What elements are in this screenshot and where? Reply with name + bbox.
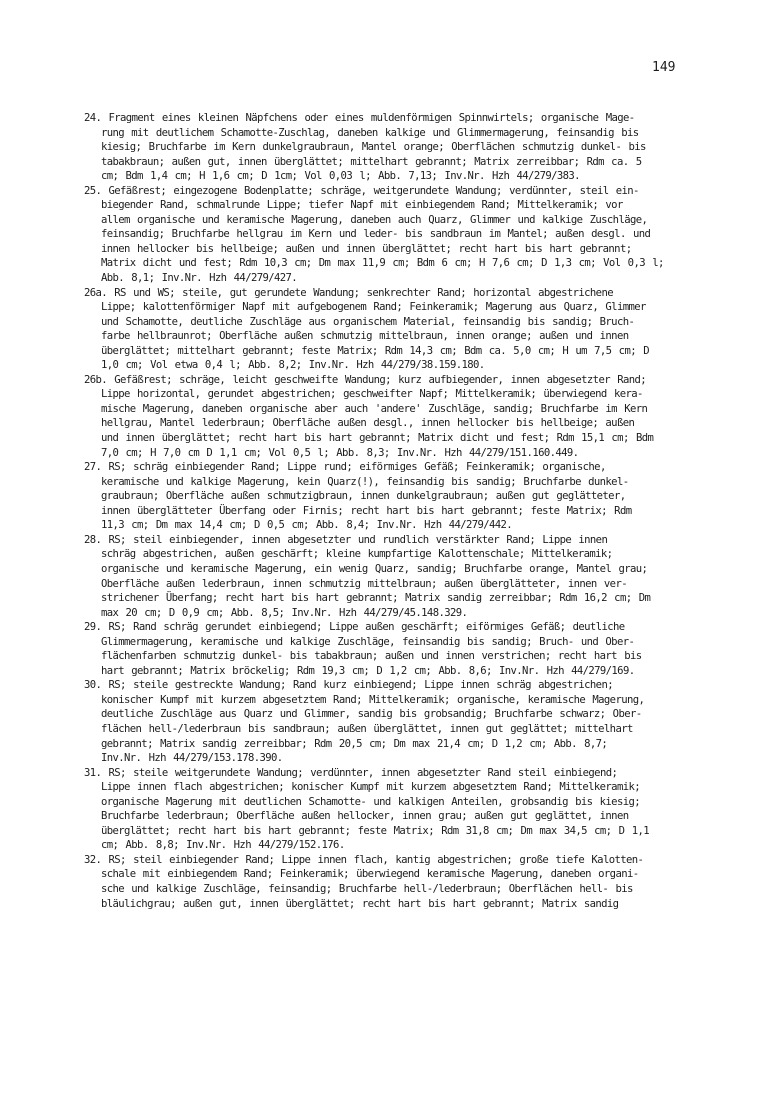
entry-text-line: Lippe horizontal, gerundet abgestrichen; geschweifter Napf; Mittelkeramik; überwiegend kera- xyxy=(101,388,643,401)
entry-first-line: 31. RS; steile weitgerundete Wandung; verdünnter, innen abgesetzter Rand steil einbiegend; xyxy=(84,766,618,779)
catalog-entry-26b xyxy=(84,373,686,460)
entry-text-line: organische Magerung mit deutlichen Schamotte- und kalkigen Anteilen, grobsandig bis kiesig; xyxy=(101,795,640,808)
entry-text-line: deutliche Zuschläge aus Quarz und Glimmer, sandig bis grobsandig; Bruchfarbe schwarz; Ober- xyxy=(101,708,642,721)
page-number: 149 xyxy=(652,60,676,75)
entry-text-line: konischer Kumpf mit kurzem abgesetztem Rand; Mittelkeramik; organische, keramische Magerung, xyxy=(101,693,645,706)
entry-text-line: tabakbraun; außen gut, innen überglättet; mittelhart gebrannt; Matrix zerreibbar; Rdm ca. 5 xyxy=(101,155,642,168)
entry-first-line: 26b. Gefäßrest; schräge, leicht geschweifte Wandung; kurz aufbiegender, innen abgesetzter Rand; xyxy=(84,373,647,386)
entry-text-line: mische Magerung, daneben organische aber auch 'andere' Zuschläge, sandig; Bruchfarbe im Kern xyxy=(101,402,648,415)
entry-first-line: 30. RS; steile gestreckte Wandung; Rand kurz einbiegend; Lippe innen schräg abgestrichen; xyxy=(84,679,613,692)
entry-text-line: kiesig; Bruchfarbe im Kern dunkelgraubraun, Mantel orange; Oberflächen schmutzig dunkel- bis xyxy=(101,141,646,154)
entry-text-line: und Schamotte, deutliche Zuschläge aus organischem Material, feinsandig bis sandig; Bruch- xyxy=(101,315,635,328)
entry-text-line: flächenfarben schmutzig dunkel- bis tabakbraun; außen und innen verstrichen; recht hart bis xyxy=(101,650,642,663)
catalog-entry-30 xyxy=(84,678,686,765)
entry-text-line: Abb. 8,1; Inv.Nr. Hzh 44/279/427. xyxy=(101,272,298,285)
entry-text-line: überglättet; recht hart bis hart gebrannt; feste Matrix; Rdm 31,8 cm; Dm max 34,5 cm; D 1,1 xyxy=(101,824,649,837)
entry-text-line: hart gebrannt; Matrix bröckelig; Rdm 19,3 cm; D 1,2 cm; Abb. 8,6; Inv.Nr. Hzh 44/279/169. xyxy=(101,664,635,677)
entry-text-line: allem organische und keramische Magerung, daneben auch Quarz, Glimmer und kalkige Zuschläge, xyxy=(101,213,648,226)
entry-text-line: biegender Rand, schmalrunde Lippe; tiefer Napf mit einbiegendem Rand; Mittelkeramik; vor xyxy=(101,199,623,212)
catalog-entry-28 xyxy=(84,533,686,620)
entry-text-line: 1,0 cm; Vol etwa 0,4 l; Abb. 8,2; Inv.Nr. Hzh 44/279/38.159.180. xyxy=(101,359,485,372)
entry-text-line: Lippe innen flach abgestrichen; konischer Kumpf mit kurzem abgesetztem Rand; Mittelkeramik; xyxy=(101,781,640,794)
entry-text-line: innen überglätteter Überfang oder Firnis; recht hart bis hart gebrannt; feste Matrix; Rdm xyxy=(101,504,632,517)
entry-text-line: Inv.Nr. Hzh 44/279/153.178.390. xyxy=(101,752,283,765)
entry-text-line: flächen hell-/lederbraun bis sandbraun; außen überglättet, innen gut geglättet; mittelhart xyxy=(101,722,633,735)
catalog-entry-31 xyxy=(84,766,686,853)
entry-text-line: graubraun; Oberfläche außen schmutzigbraun, innen dunkelgraubraun; außen gut geglätteter, xyxy=(101,490,626,503)
entry-text-line: gebrannt; Matrix sandig zerreibbar; Rdm 20,5 cm; Dm max 21,4 cm; D 1,2 cm; Abb. 8,7; xyxy=(101,737,608,750)
entry-first-line: 25. Gefäßrest; eingezogene Bodenplatte; schräge, weitgerundete Wandung; verdünnter, steil ein- xyxy=(84,184,639,197)
catalog-entry-29 xyxy=(84,620,686,678)
entry-text-line: schräg abgestrichen, außen geschärft; kleine kumpfartige Kalottenschale; Mittelkeramik; xyxy=(101,548,613,561)
entry-text-line: Lippe; kalottenförmiger Napf mit aufgebogenem Rand; Feinkeramik; Magerung aus Quarz, Glimmer xyxy=(101,301,646,314)
entry-text-line: überglättet; mittelhart gebrannt; feste Matrix; Rdm 14,3 cm; Bdm ca. 5,0 cm; H um 7,5 cm; D xyxy=(101,344,649,357)
catalog-entry-32 xyxy=(84,853,686,911)
entry-first-line: 26a. RS und WS; steile, gut gerundete Wandung; senkrechter Rand; horizontal abgestrichene xyxy=(84,286,613,299)
entry-text-line: 7,0 cm; H 7,0 cm D 1,1 cm; Vol 0,5 l; Abb. 8,3; Inv.Nr. Hzh 44/279/151.160.449. xyxy=(101,446,579,459)
entry-text-line: schale mit einbiegendem Rand; Feinkeramik; überwiegend keramische Magerung, daneben organi- xyxy=(101,868,639,881)
entry-text-line: cm; Bdm 1,4 cm; H 1,6 cm; D 1cm; Vol 0,03 l; Abb. 7,13; Inv.Nr. Hzh 44/279/383. xyxy=(101,170,580,183)
entry-text-line: bläulichgrau; außen gut, innen überglättet; recht hart bis hart gebrannt; Matrix sandig xyxy=(101,897,619,910)
entry-first-line: 24. Fragment eines kleinen Näpfchens oder eines muldenförmigen Spinnwirtels; organische Mage- xyxy=(84,112,635,124)
entry-text-line: cm; Abb. 8,8; Inv.Nr. Hzh 44/279/152.176. xyxy=(101,839,345,852)
catalog-entry-24 xyxy=(84,111,686,184)
entry-text-line: Oberfläche außen lederbraun, innen schmutzig mittelbraun; außen überglätteter, innen ver- xyxy=(101,577,627,590)
entry-text-line: max 20 cm; D 0,9 cm; Abb. 8,5; Inv.Nr. Hzh 44/279/45.148.329. xyxy=(101,606,468,619)
catalog-entry-26a xyxy=(84,286,686,373)
entry-text-line: Bruchfarbe lederbraun; Oberfläche außen hellocker, innen grau; außen gut geglättet, innen xyxy=(101,810,629,823)
entry-text-line: Matrix dicht und fest; Rdm 10,3 cm; Dm max 11,9 cm; Bdm 6 cm; H 7,6 cm; D 1,3 cm; Vol 0,3 l; xyxy=(101,257,664,270)
entry-first-line: 28. RS; steil einbiegender, innen abgesetzter und rundlich verstärkter Rand; Lippe innen xyxy=(84,533,608,546)
catalog-entry-27 xyxy=(84,460,686,533)
entry-text-line: keramische und kalkige Magerung, kein Quarz(!), feinsandig bis sandig; Bruchfarbe dunkel- xyxy=(101,475,629,488)
entry-text-line: und innen überglättet; recht hart bis hart gebrannt; Matrix dicht und fest; Rdm 15,1 cm; Bdm xyxy=(101,432,654,445)
entry-text-line: Glimmermagerung, keramische und kalkige Zuschläge, feinsandig bis sandig; Bruch- und Ober- xyxy=(101,635,635,648)
entry-first-line: 32. RS; steil einbiegender Rand; Lippe innen flach, kantig abgestrichen; große tiefe Kalotten- xyxy=(84,853,644,866)
entry-text-line: innen hellocker bis hellbeige; außen und innen überglättet; recht hart bis hart gebrannt; xyxy=(101,242,632,255)
entry-text-line: hellgrau, Mantel lederbraun; Oberfläche außen desgl., innen hellocker bis hellbeige; außen xyxy=(101,417,635,430)
entry-first-line: 27. RS; schräg einbiegender Rand; Lippe rund; eiförmiges Gefäß; Feinkeramik; organische, xyxy=(84,461,606,474)
entry-text-line: rung mit deutlichem Schamotte-Zuschlag, daneben kalkige und Glimmermagerung, feinsandig bis xyxy=(101,126,639,139)
catalog-entries xyxy=(84,111,686,911)
entry-text-line: sche und kalkige Zuschläge, feinsandig; Bruchfarbe hell-/lederbraun; Oberflächen hell- bis xyxy=(101,882,633,895)
entry-text-line: farbe hellbraunrot; Oberfläche außen schmutzig mittelbraun, innen orange; außen und innen xyxy=(101,330,629,343)
entry-text-line: strichener Überfang; recht hart bis hart gebrannt; Matrix sandig zerreibbar; Rdm 16,2 cm; Dm xyxy=(101,592,651,605)
entry-text-line: feinsandig; Bruchfarbe hellgrau im Kern und leder- bis sandbraun im Mantel; außen desgl. und xyxy=(101,228,651,241)
entry-text-line: organische und keramische Magerung, ein wenig Quarz, sandig; Bruchfarbe orange, Mantel grau; xyxy=(101,562,648,575)
catalog-entry-25 xyxy=(84,184,686,286)
entry-text-line: 11,3 cm; Dm max 14,4 cm; D 0,5 cm; Abb. 8,4; Inv.Nr. Hzh 44/279/442. xyxy=(101,519,513,532)
entry-first-line: 29. RS; Rand schräg gerundet einbiegend; Lippe außen geschärft; eiförmiges Gefäß; deutliche xyxy=(84,621,625,634)
